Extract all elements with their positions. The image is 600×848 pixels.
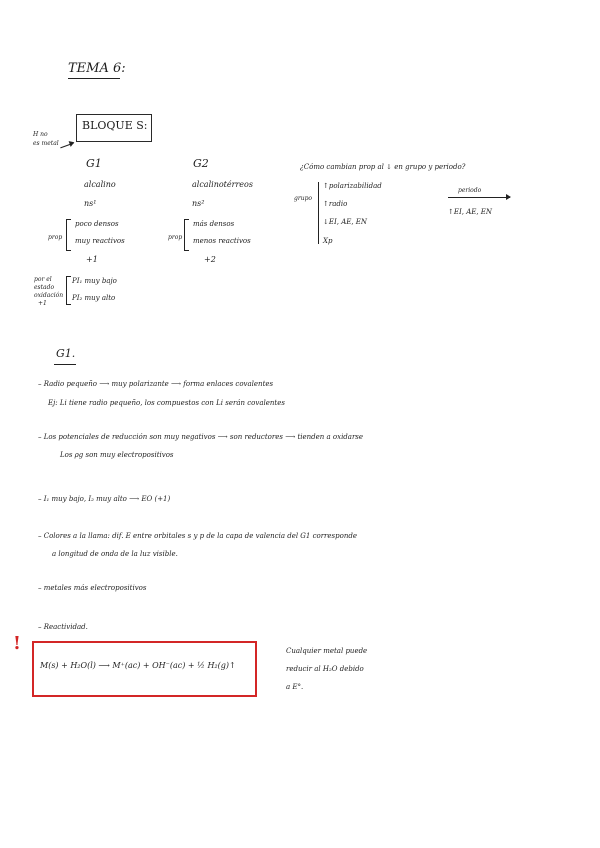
g1-prop-1: poco densos xyxy=(75,220,119,228)
question-text: ¿Cómo cambian prop al ↓ en grupo y periodo? xyxy=(300,163,466,171)
reaction-note-3: a E°. xyxy=(286,683,304,691)
oxidation-note-3: oxidación xyxy=(34,292,64,299)
period-arrow xyxy=(448,197,510,198)
bullet-1-line-1: – Radio pequeño ⟶ muy polarizante ⟶ forma enlaces covalentes xyxy=(38,380,274,388)
g2-config: ns² xyxy=(192,199,205,208)
bullet-5-line-1: – metales más electropositivos xyxy=(38,584,147,592)
g2-type: alcalinotérreos xyxy=(192,180,253,189)
g1-bracket-label: prop xyxy=(48,234,63,241)
g2-prop-1: más densos xyxy=(193,220,235,228)
g2-bracket-label: prop xyxy=(168,234,183,241)
g2-prop-2: menos reactivos xyxy=(193,237,251,245)
g1-type: alcalino xyxy=(84,180,116,189)
period-label: periodo xyxy=(458,187,482,194)
bullet-3-line-1: – I₁ muy bajo, I₂ muy alto ⟶ EO (+1) xyxy=(38,495,171,503)
side-note-arrow xyxy=(60,143,73,149)
page-title: TEMA 6: xyxy=(68,61,126,76)
ionization-i2: PI₂ muy alto xyxy=(72,294,116,302)
ionization-i1: PI₁ muy bajo xyxy=(72,277,117,285)
oxidation-note-1: por el xyxy=(34,276,52,283)
reaction-equation: M(s) + H₂O(l) ⟶ M⁺(ac) + OH⁻(ac) + ½ H₂(g)↑ xyxy=(40,661,236,670)
g1-name: G1 xyxy=(86,157,102,170)
bullet-2-line-1: – Los potenciales de reducción son muy negativos ⟶ son reductores ⟶ tienden a oxidarse xyxy=(38,433,364,441)
bullet-4-line-2: a longitud de onda de la luz visible. xyxy=(52,550,178,558)
question-group-label: grupo xyxy=(294,195,313,202)
g2-charge: +2 xyxy=(204,255,216,264)
g2-name: G2 xyxy=(193,157,209,170)
g2-bracket xyxy=(184,219,189,251)
bullet-4-line-1: – Colores a la llama: dif. E entre orbitales s y p de la capa de valencia del G1 corresponde xyxy=(38,532,357,540)
ionization-bracket xyxy=(66,276,71,305)
group-item-2: ↑radio xyxy=(323,200,348,208)
warning-mark: ! xyxy=(13,633,21,654)
g1-charge: +1 xyxy=(86,255,98,264)
oxidation-note-2: estado xyxy=(34,284,55,291)
title-underline xyxy=(68,78,120,79)
reaction-note-2: reducir al H₂O debido xyxy=(286,665,364,673)
g1-section-title: G1. xyxy=(56,347,76,360)
block-title: BLOQUE S: xyxy=(82,119,148,132)
bullet-6-line-1: – Reactividad. xyxy=(38,623,88,631)
group-item-1: ↑polarizabilidad xyxy=(323,182,382,190)
g1-section-underline xyxy=(54,364,76,365)
side-note-line-2: es metal xyxy=(33,140,59,147)
bullet-1-line-2: Ej: Li tiene radio pequeño, los compuestos con Li serán covalentes xyxy=(48,399,285,407)
g1-config: ns¹ xyxy=(84,199,97,208)
g1-prop-2: muy reactivos xyxy=(75,237,125,245)
group-item-4: Xp xyxy=(323,237,333,245)
group-vertical-arrow xyxy=(318,182,319,244)
side-note-line-1: H no xyxy=(33,131,48,138)
period-items: ↑EI, AE, EN xyxy=(448,208,493,216)
oxidation-note-4: +1 xyxy=(38,300,47,307)
reaction-note-1: Cualquier metal puede xyxy=(286,647,368,655)
g1-bracket xyxy=(66,219,71,251)
bullet-2-line-2: Los ρg son muy electropositivos xyxy=(60,451,174,459)
group-item-3: ↓EI, AE, EN xyxy=(323,218,368,226)
